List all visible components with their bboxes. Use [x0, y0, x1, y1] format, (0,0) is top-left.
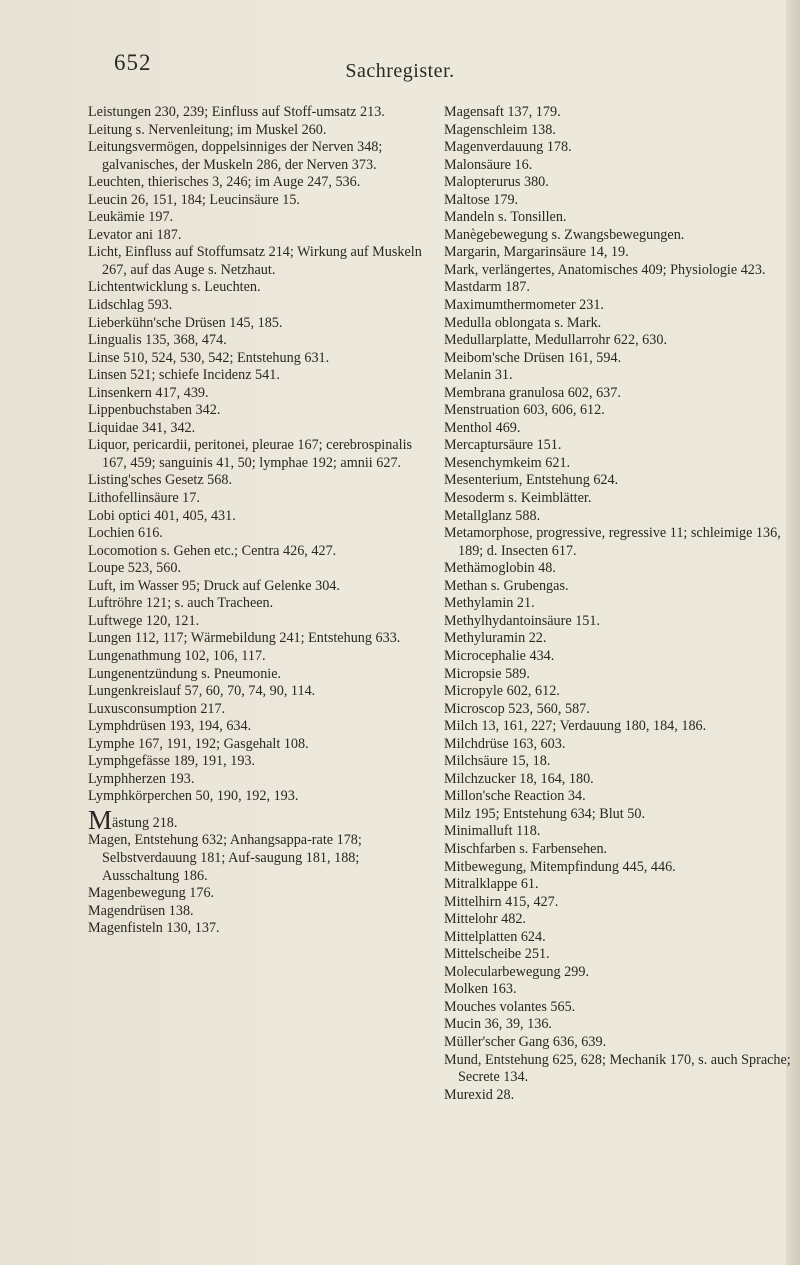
index-entry: Micropsie 589.	[444, 665, 530, 682]
index-entry: Milchdrüse 163, 603.	[444, 735, 566, 752]
index-entry: Mittelplatten 624.	[444, 928, 546, 945]
index-entry: Mucin 36, 39, 136.	[444, 1016, 552, 1033]
index-entry: Lymphgefässe 189, 191, 193.	[88, 753, 256, 770]
index-entry: Leukämie 197.	[88, 209, 174, 226]
index-entry: Mesenchymkeim 621.	[444, 454, 571, 471]
index-column-right	[444, 104, 794, 1104]
index-entry: Magenfisteln 130, 137.	[88, 920, 220, 937]
index-entry: Milchzucker 18, 164, 180.	[444, 770, 594, 787]
index-entry: Loupe 523, 560.	[88, 560, 181, 577]
index-entry: Medullarplatte, Medullarrohr 622, 630.	[444, 332, 668, 349]
index-entry: Milchsäure 15, 18.	[444, 753, 551, 770]
index-entry: Lidschlag 593.	[88, 297, 173, 314]
index-entry: Lungenathmung 102, 106, 117.	[88, 647, 266, 664]
index-entry: Magen, Entstehung 632; Anhangsappa-rate 178; Selbstverdauung 181; Auf-saugung 181, 188; Ausschaltung 186.	[88, 832, 362, 884]
index-entry: Mittelohr 482.	[444, 911, 526, 928]
index-entry: Lingualis 135, 368, 474.	[88, 332, 227, 349]
index-entry: Lungen 112, 117; Wärmebildung 241; Entstehung 633.	[88, 630, 401, 647]
index-entry: Magenbewegung 176.	[88, 885, 215, 902]
index-entry: Leitung s. Nervenleitung; im Muskel 260.	[88, 121, 327, 138]
index-entry: Leistungen 230, 239; Einfluss auf Stoff-umsatz 213.	[88, 104, 385, 120]
index-entry: Menstruation 603, 606, 612.	[444, 402, 605, 419]
index-entry: Minimalluft 118.	[444, 823, 541, 840]
index-entry: Methylamin 21.	[444, 595, 535, 612]
index-entry: Medulla oblongata s. Mark.	[444, 314, 602, 331]
index-entry: Lymphherzen 193.	[88, 770, 195, 787]
index-entry: Mark, verlängertes, Anatomisches 409; Physiologie 423.	[444, 261, 766, 278]
index-entry: Methylhydantoinsäure 151.	[444, 612, 601, 629]
index-entry: Magensaft 137, 179.	[444, 104, 561, 120]
index-entry: Lochien 616.	[88, 525, 163, 542]
page-number: 652	[114, 50, 152, 75]
running-title: Sachregister.	[345, 60, 455, 82]
index-entry: Mastdarm 187.	[444, 279, 530, 296]
index-entry: Maximumthermometer 231.	[444, 297, 604, 314]
index-entry: Mitbewegung, Mitempfindung 445, 446.	[444, 858, 676, 875]
index-entry: Methyluramin 22.	[444, 630, 547, 647]
index-entry: Luftwege 120, 121.	[88, 612, 200, 629]
index-entry: Linsenkern 417, 439.	[88, 384, 209, 401]
index-entry: Lymphe 167, 191, 192; Gasgehalt 108.	[88, 735, 309, 752]
index-entry: Lungenentzündung s. Pneumonie.	[88, 665, 282, 682]
index-entry: Micropyle 602, 612.	[444, 683, 560, 700]
index-entry: Manègebewegung s. Zwangsbewegungen.	[444, 226, 685, 243]
index-entry: Malopterurus 380.	[444, 174, 549, 191]
index-entry: Leucin 26, 151, 184; Leucinsäure 15.	[88, 191, 300, 208]
index-entry: Liquor, pericardii, peritonei, pleurae 167; cerebrospinalis 167, 459; sanguinis 41, 50; lymphae 192; amnii 627.	[88, 437, 413, 471]
index-entry: Listing'sches Gesetz 568.	[88, 472, 233, 489]
index-entry: Murexid 28.	[444, 1086, 515, 1103]
index-entry: Linsen 521; schiefe Incidenz 541.	[88, 367, 280, 384]
index-column-left	[88, 104, 430, 938]
index-entry: Membrana granulosa 602, 637.	[444, 384, 621, 401]
index-entry: Magenverdauung 178.	[444, 139, 572, 156]
index-entry: Mund, Entstehung 625, 628; Mechanik 170, s. auch Sprache; Secrete 134.	[444, 1051, 791, 1086]
index-entry: Mandeln s. Tonsillen.	[444, 209, 567, 226]
index-entry: Methan s. Grubengas.	[444, 577, 569, 594]
index-entry: Linse 510, 524, 530, 542; Entstehung 631.	[88, 349, 330, 366]
index-entry: Mercaptursäure 151.	[444, 437, 562, 454]
index-entry: Methämoglobin 48.	[444, 560, 556, 577]
index-entry: Lobi optici 401, 405, 431.	[88, 507, 236, 524]
index-entry: Margarin, Margarinsäure 14, 19.	[444, 244, 629, 261]
index-entry: Melanin 31.	[444, 367, 513, 384]
index-entry: Mittelhirn 415, 427.	[444, 893, 559, 910]
index-entry: Mittelscheibe 251.	[444, 946, 550, 963]
index-entry: Lithofellinsäure 17.	[88, 490, 200, 507]
index-entry: Luftröhre 121; s. auch Tracheen.	[88, 595, 274, 612]
index-entry: Lichtentwicklung s. Leuchten.	[88, 279, 261, 296]
index-entry: Maltose 179.	[444, 191, 519, 208]
index-entry: Liquidae 341, 342.	[88, 419, 196, 436]
index-entry: Luxusconsumption 217.	[88, 700, 226, 717]
index-entry: Mischfarben s. Farbensehen.	[444, 840, 608, 857]
index-entry: Microscop 523, 560, 587.	[444, 700, 590, 717]
index-entry: Müller'scher Gang 636, 639.	[444, 1033, 607, 1050]
index-entry: Lieberkühn'sche Drüsen 145, 185.	[88, 314, 283, 331]
index-entry: Mitralklappe 61.	[444, 876, 539, 893]
index-entry: Mesenterium, Entstehung 624.	[444, 472, 619, 489]
index-entry: Milz 195; Entstehung 634; Blut 50.	[444, 805, 645, 822]
index-entry: Metallglanz 588.	[444, 507, 541, 524]
index-entry: Mästung 218.	[88, 804, 178, 835]
index-entry: Mesoderm s. Keimblätter.	[444, 490, 592, 507]
index-entry: Leuchten, thierisches 3, 246; im Auge 247, 536.	[88, 174, 361, 191]
index-entry: Magendrüsen 138.	[88, 902, 194, 919]
index-entry: Levator ani 187.	[88, 226, 182, 243]
index-entry: Metamorphose, progressive, regressive 11; schleimige 136, 189; d. Insecten 617.	[444, 525, 781, 559]
index-entry: Milch 13, 161, 227; Verdauung 180, 184, 186.	[444, 718, 707, 735]
index-entry: Leitungsvermögen, doppelsinniges der Nerven 348; galvanisches, der Muskeln 286, der Nerven 373.	[88, 139, 383, 173]
index-entry: Menthol 469.	[444, 419, 521, 436]
index-entry: Malonsäure 16.	[444, 156, 533, 173]
index-entry: Molecularbewegung 299.	[444, 963, 589, 980]
index-entry: Locomotion s. Gehen etc.; Centra 426, 427.	[88, 542, 337, 559]
index-entry: Molken 163.	[444, 981, 517, 998]
index-entry: Millon'sche Reaction 34.	[444, 788, 586, 805]
index-entry: Lymphkörperchen 50, 190, 192, 193.	[88, 788, 299, 805]
index-entry: Licht, Einfluss auf Stoffumsatz 214; Wirkung auf Muskeln 267, auf das Auge s. Netzhaut.	[88, 244, 422, 278]
index-entry: Lungenkreislauf 57, 60, 70, 74, 90, 114.	[88, 683, 316, 700]
index-entry: Meibom'sche Drüsen 161, 594.	[444, 349, 622, 366]
index-entry: Microcephalie 434.	[444, 647, 555, 664]
index-entry: Magenschleim 138.	[444, 121, 556, 138]
index-entry: Mouches volantes 565.	[444, 998, 576, 1015]
index-entry: Luft, im Wasser 95; Druck auf Gelenke 304.	[88, 577, 340, 594]
index-entry: Lippenbuchstaben 342.	[88, 402, 221, 419]
index-entry: Lymphdrüsen 193, 194, 634.	[88, 718, 252, 735]
